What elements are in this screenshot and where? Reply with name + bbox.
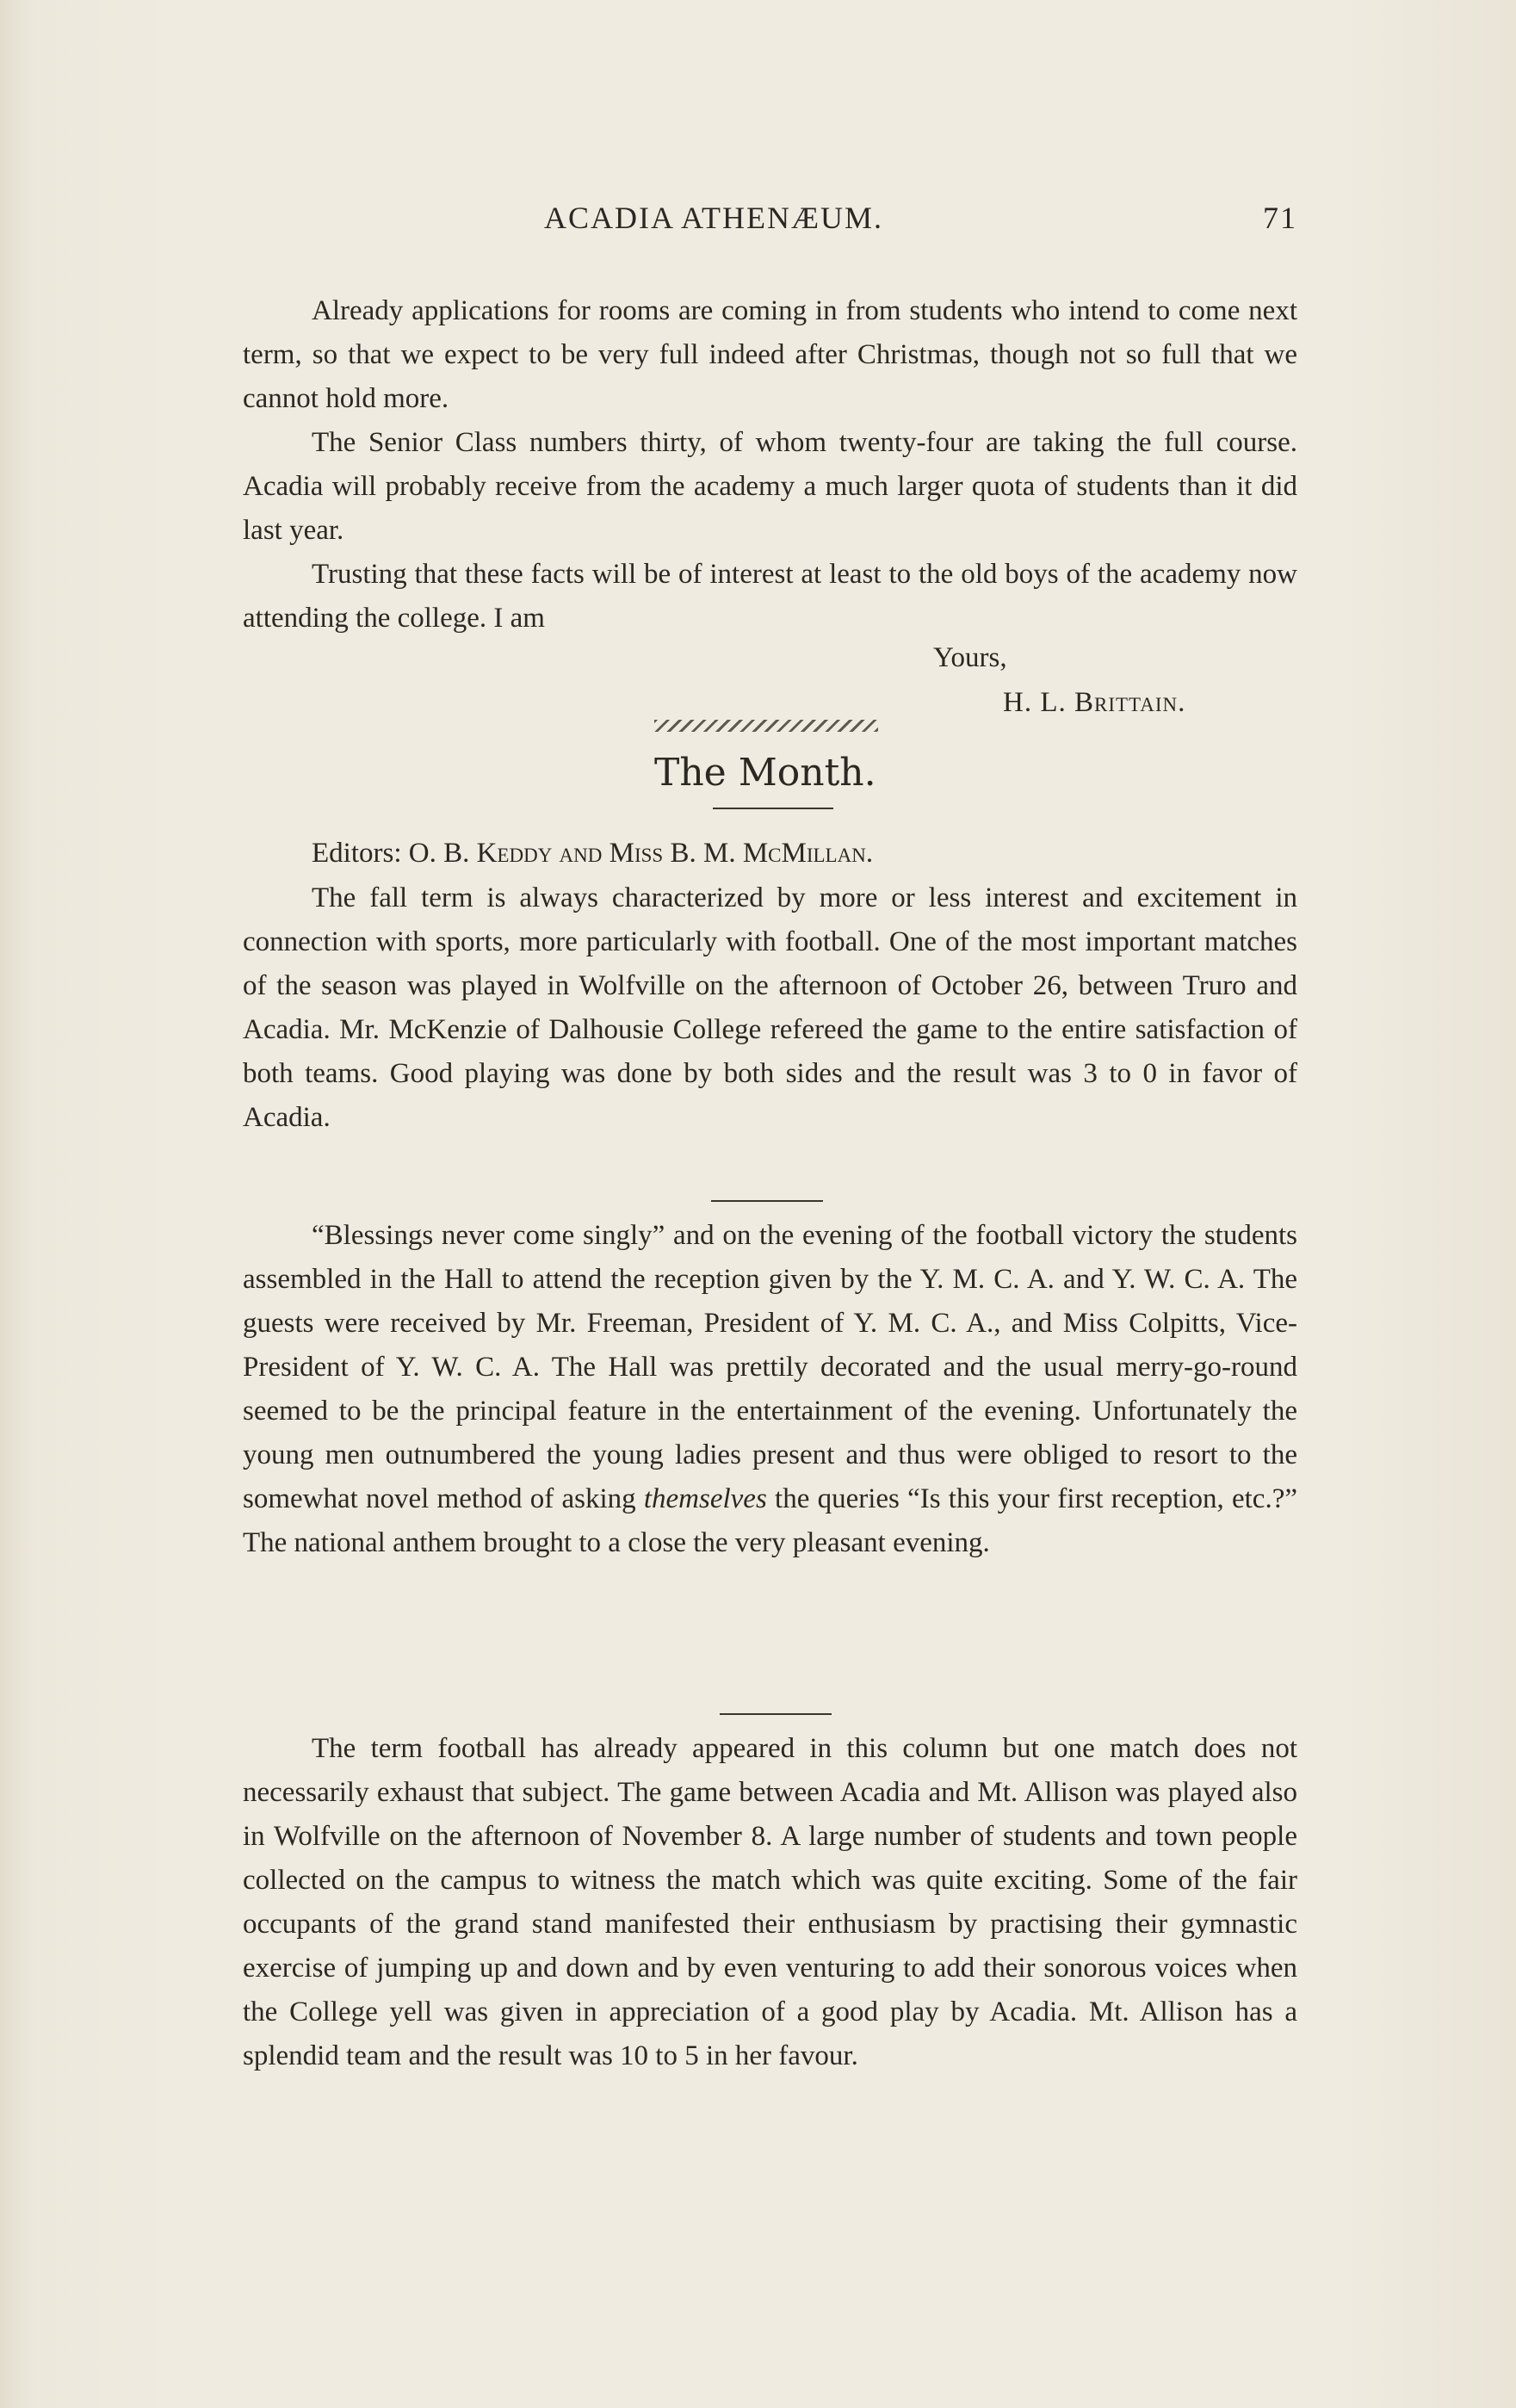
- item-rule: [711, 1200, 823, 1202]
- letter-body: [243, 289, 1297, 641]
- item-italic: themselves: [643, 1483, 767, 1514]
- item-rule: [720, 1713, 832, 1715]
- section-ornament: [654, 720, 878, 732]
- letter-paragraph: Trusting that these facts will be of interest at least to the old boys of the academy now attending the college. I am: [243, 559, 1297, 634]
- item-paragraph: The fall term is always characterized by more or less interest and excitement in connection with sports, more particularly with football. One of the most important matches of the season was played in Wolfville on the afternoon of October 26, between Truro and Acadia. Mr. McKenzie of Dalhousie College refereed the game to the entire satisfaction of both teams. Good playing was done by both sides and the result was 3 to 0 in favor of Acadia.: [243, 882, 1297, 1133]
- month-item-reception: [243, 1214, 1297, 1565]
- item-text: the queries “Is this your first reception, etc.?” The national anthem brought to a close the very pleasant evening.: [243, 1483, 1297, 1558]
- month-item-football: [243, 876, 1297, 1140]
- letter-paragraph: Already applications for rooms are coming in from students who intend to come next term, so that we expect to be very full indeed after Christmas, though not so full that we cannot hold more.: [243, 295, 1297, 414]
- journal-title: ACADIA ATHENÆUM.: [544, 201, 884, 235]
- item-text: “Blessings never come singly” and on the evening of the football victory the students assembled in the Hall to attend the reception given by the Y. M. C. A. and Y. W. C. A. The guests were received by Mr. Freeman, President of Y. M. C. A., and Miss Colpitts, Vice-President of Y. W. C. A. The Hall was prettily decorated and the usual merry-go-round seemed to be the principal feature in the entertainment of the evening. Unfortunately the young men outnumbered the young ladies present and thus were obliged to resort to the somewhat novel method of asking: [243, 1220, 1297, 1514]
- item-paragraph: [243, 1214, 1297, 1565]
- month-item-allison: [243, 1727, 1297, 2078]
- letter-paragraph: The Senior Class numbers thirty, of whom twenty-four are taking the full course. Acadia will probably receive from the academy a much larger quota of students than it did last year.: [243, 427, 1297, 546]
- editors-names: O. B. Keddy and Miss B. M. McMillan.: [408, 838, 874, 869]
- title-rule: [713, 808, 833, 809]
- letter-closing: Yours,: [933, 642, 1007, 673]
- running-head: [243, 200, 1297, 243]
- page-number: 71: [1263, 201, 1297, 235]
- section-title: The Month.: [654, 751, 876, 795]
- item-paragraph: The term football has already appeared in this column but one match does not necessarily exhaust that subject. The game between Acadia and Mt. Allison was played also in Wolfville on the afternoon of November 8. A large number of students and town people collected on the campus to witness the match which was quite exciting. Some of the fair occupants of the grand stand manifested their enthusiasm by practising their gymnastic exercise of jumping up and down and by even venturing to add their sonorous voices when the College yell was given in appreciation of a good play by Acadia. Mt. Allison has a splendid team and the result was 10 to 5 in her favour.: [243, 1733, 1297, 2071]
- letter-signature: H. L. Brittain.: [1003, 687, 1186, 718]
- editors-line: [243, 832, 1297, 876]
- editors-label: Editors:: [312, 838, 402, 869]
